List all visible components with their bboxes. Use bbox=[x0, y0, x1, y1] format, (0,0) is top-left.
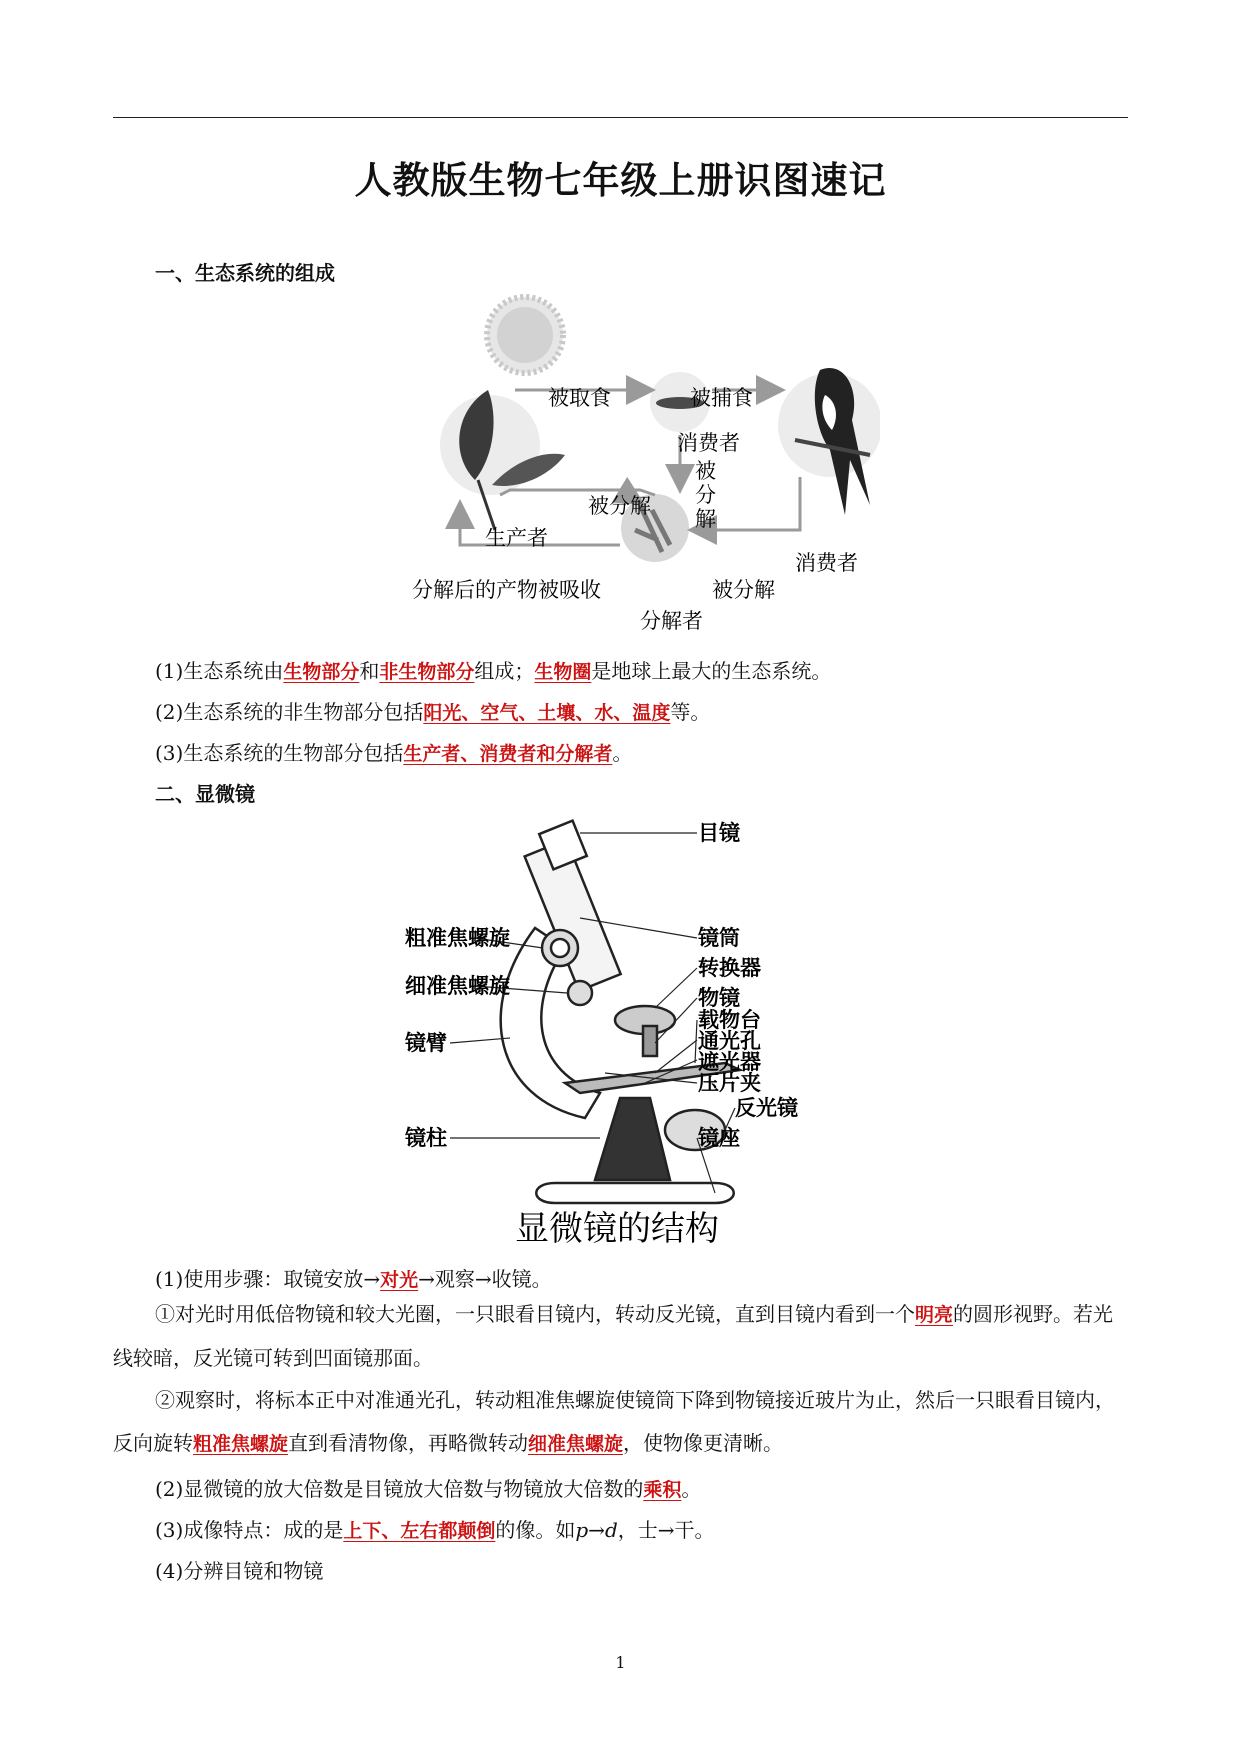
step-line: (1)使用步骤：取镜安放→对光→观察→收镜。 bbox=[155, 1267, 552, 1291]
label-aperture: 通光孔 bbox=[698, 1028, 761, 1053]
label-fine-focus: 细准焦螺旋 bbox=[405, 973, 510, 998]
note-light: ①对光时用低倍物镜和较大光圈，一只眼看目镜内，转动反光镜，直到目镜内看到一个明亮的圆形视野。若光线较暗，反光镜可转到凹面镜那面。 bbox=[113, 1302, 1114, 1370]
label-nosepiece: 转换器 bbox=[698, 955, 761, 980]
page-title: 人教版生物七年级上册识图速记 bbox=[354, 159, 887, 202]
label-consumer-primary: 消费者 bbox=[677, 431, 740, 455]
label-eyepiece: 目镜 bbox=[698, 820, 740, 845]
section-heading-ecosystem: 一、生态系统的组成 bbox=[155, 261, 335, 285]
label-mirror: 反光镜 bbox=[735, 1095, 798, 1120]
answer: 上下、左右都颠倒 bbox=[343, 1520, 496, 1542]
swallow-icon bbox=[778, 368, 880, 515]
answer: 非生物部分 bbox=[379, 661, 475, 683]
eco-item-1: (1)生态系统由生物部分和非生物部分组成；生物圈是地球上最大的生态系统。 bbox=[155, 659, 832, 683]
sun-icon bbox=[487, 297, 563, 373]
label-diaphragm: 遮光器 bbox=[698, 1049, 761, 1074]
label-consumer-secondary: 消费者 bbox=[795, 551, 858, 575]
header-rule bbox=[113, 117, 1128, 118]
eco-item-2: (2)生态系统的非生物部分包括阳光、空气、土壤、水、温度等。 bbox=[155, 700, 711, 724]
answer: 对光 bbox=[380, 1269, 419, 1291]
microscope-caption: 显微镜的结构 bbox=[515, 1209, 719, 1249]
label-base: 镜座 bbox=[698, 1125, 740, 1150]
note-observe: ②观察时，将标本正中对准通光孔，转动粗准焦螺旋使镜筒下降到物镜接近玻片为止，然后一只眼看目镜内，反向旋转粗准焦螺旋直到看清物像，再略微转动细准焦螺旋，使物像更清晰。 bbox=[113, 1388, 1115, 1455]
answer: 乘积 bbox=[643, 1479, 682, 1501]
label-decomposer: 分解者 bbox=[640, 609, 703, 633]
label-decomposed-v1: 被 bbox=[695, 459, 716, 483]
page-number: 1 bbox=[615, 1653, 626, 1672]
magnification-line: (2)显微镜的放大倍数是目镜放大倍数与物镜放大倍数的乘积。 bbox=[155, 1477, 702, 1501]
answer: 细准焦螺旋 bbox=[528, 1433, 624, 1455]
label-producer: 生产者 bbox=[485, 526, 548, 550]
label-stage-clip: 压片夹 bbox=[698, 1070, 761, 1095]
label-decomposed-v2: 分 bbox=[695, 483, 716, 507]
microscope-diagram bbox=[395, 808, 835, 1253]
answer: 生物部分 bbox=[283, 661, 360, 683]
answer: 生产者、消费者和分解者 bbox=[403, 743, 613, 765]
label-eaten: 被取食 bbox=[548, 386, 611, 410]
label-stage: 载物台 bbox=[698, 1007, 761, 1032]
label-decomposed-left: 被分解 bbox=[588, 494, 651, 518]
label-decomposed-right: 被分解 bbox=[712, 578, 775, 602]
answer: 阳光、空气、土壤、水、温度 bbox=[423, 702, 671, 724]
section-heading-microscope: 二、显微镜 bbox=[155, 782, 255, 806]
label-absorbed: 分解后的产物被吸收 bbox=[412, 578, 601, 602]
eco-item-3: (3)生态系统的生物部分包括生产者、消费者和分解者。 bbox=[155, 741, 633, 765]
label-objective: 物镜 bbox=[698, 985, 740, 1010]
answer: 生物圈 bbox=[534, 661, 592, 683]
ecosystem-diagram bbox=[400, 290, 880, 650]
label-coarse-focus: 粗准焦螺旋 bbox=[405, 925, 510, 950]
lens-line: (4)分辨目镜和物镜 bbox=[155, 1559, 324, 1583]
label-caught: 被捕食 bbox=[690, 386, 753, 410]
label-pillar: 镜柱 bbox=[405, 1125, 447, 1150]
label-arm: 镜臂 bbox=[405, 1030, 447, 1055]
answer: 明亮 bbox=[915, 1304, 954, 1326]
label-decomposed-v3: 解 bbox=[695, 507, 716, 531]
answer: 粗准焦螺旋 bbox=[193, 1433, 289, 1455]
label-tube: 镜筒 bbox=[698, 925, 740, 950]
image-line: (3)成像特点：成的是上下、左右都颠倒的像。如p→d，士→干。 bbox=[155, 1518, 715, 1542]
